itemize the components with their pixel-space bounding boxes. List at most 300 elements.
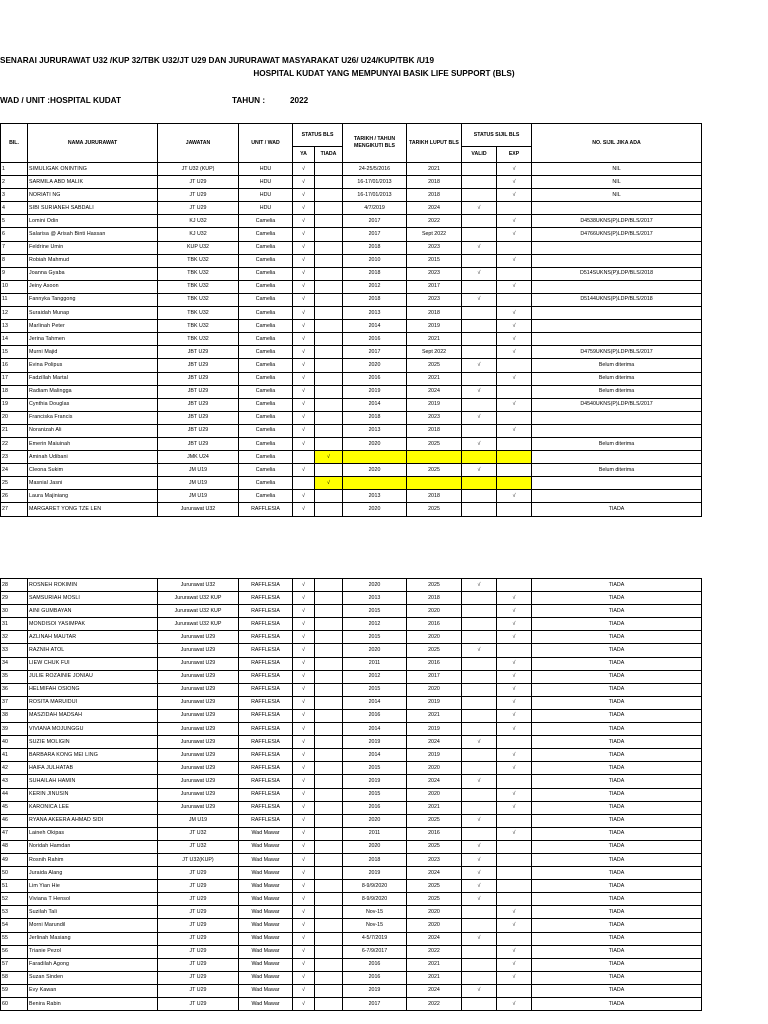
tarikh-luput-cell: 2025 — [407, 814, 462, 827]
table-row — [1, 880, 702, 893]
valid-cell — [462, 670, 497, 683]
tarikh-luput-cell — [407, 477, 462, 490]
tarikh-tahun-cell: 2015 — [343, 631, 407, 644]
exp-cell: √ — [497, 958, 532, 971]
valid-cell: √ — [462, 840, 497, 853]
ya-cell: √ — [293, 880, 315, 893]
tarikh-tahun-cell: 2020 — [343, 814, 407, 827]
unit-cell: RAFFLESIA — [239, 749, 293, 762]
tiada-cell — [315, 971, 343, 984]
document-title-line1: SENARAI JURURAWAT U32 /KUP 32/TBK U32/JT U29 DAN JURURAWAT MASYARAKAT U26/ U24/KUP/TBK /U19 — [0, 56, 435, 65]
exp-cell — [497, 464, 532, 477]
exp-cell — [497, 644, 532, 657]
tiada-cell — [315, 683, 343, 696]
table-row — [1, 176, 702, 189]
valid-cell: √ — [462, 293, 497, 306]
unit-cell: Wad Mawar — [239, 867, 293, 880]
table-row — [1, 788, 702, 801]
tarikh-luput-cell: 2020 — [407, 631, 462, 644]
jawatan-cell: JBT U29 — [158, 398, 239, 411]
ya-cell: √ — [293, 853, 315, 866]
name-cell: MARGARET YONG TZE LEN — [28, 503, 158, 516]
tarikh-luput-cell: 2021 — [407, 801, 462, 814]
bil-cell: 38 — [1, 709, 28, 722]
tiada-cell — [315, 437, 343, 450]
valid-cell — [462, 709, 497, 722]
unit-cell: Camelia — [239, 241, 293, 254]
exp-cell — [497, 385, 532, 398]
unit-cell: RAFFLESIA — [239, 775, 293, 788]
tarikh-luput-cell: 2018 — [407, 307, 462, 320]
valid-cell — [462, 333, 497, 346]
tarikh-luput-cell: 2021 — [407, 163, 462, 176]
exp-cell: √ — [497, 709, 532, 722]
unit-cell: HDU — [239, 189, 293, 202]
exp-cell — [497, 202, 532, 215]
tiada-cell — [315, 333, 343, 346]
tiada-cell — [315, 723, 343, 736]
unit-cell: Camelia — [239, 280, 293, 293]
table-row — [1, 932, 702, 945]
bil-cell: 19 — [1, 398, 28, 411]
exp-cell — [497, 451, 532, 464]
tarikh-luput-cell: Sept 2022 — [407, 346, 462, 359]
exp-cell: √ — [497, 749, 532, 762]
valid-cell — [462, 451, 497, 464]
jawatan-cell: JBT U29 — [158, 437, 239, 450]
table-row — [1, 696, 702, 709]
exp-cell: √ — [497, 346, 532, 359]
tiada-cell — [315, 657, 343, 670]
wad-unit-label: WAD / UNIT :HOSPITAL KUDAT — [0, 96, 121, 105]
tiada-cell — [315, 618, 343, 631]
table-row — [1, 592, 702, 605]
tarikh-luput-cell: 2025 — [407, 579, 462, 592]
name-cell: Masnial Jasni — [28, 477, 158, 490]
valid-cell — [462, 503, 497, 516]
tarikh-tahun-cell: 2018 — [343, 853, 407, 866]
tiada-cell — [315, 320, 343, 333]
exp-cell — [497, 814, 532, 827]
tarikh-tahun-cell: 2020 — [343, 840, 407, 853]
bil-cell: 47 — [1, 827, 28, 840]
bil-cell: 59 — [1, 984, 28, 997]
unit-cell: RAFFLESIA — [239, 592, 293, 605]
tarikh-tahun-cell: 2014 — [343, 320, 407, 333]
unit-cell: Camelia — [239, 333, 293, 346]
col-header-tiada: TIADA — [315, 147, 343, 163]
tarikh-luput-cell: 2018 — [407, 424, 462, 437]
tarikh-luput-cell: 2023 — [407, 241, 462, 254]
jawatan-cell: TBK U32 — [158, 293, 239, 306]
valid-cell — [462, 657, 497, 670]
jawatan-cell: JT U32 — [158, 827, 239, 840]
unit-cell: Camelia — [239, 424, 293, 437]
exp-cell: √ — [497, 723, 532, 736]
tarikh-tahun-cell: 2012 — [343, 618, 407, 631]
no-sijil-cell: TIADA — [532, 736, 702, 749]
bil-cell: 3 — [1, 189, 28, 202]
ya-cell: √ — [293, 696, 315, 709]
no-sijil-cell — [532, 307, 702, 320]
no-sijil-cell: TIADA — [532, 840, 702, 853]
table-row — [1, 893, 702, 906]
jawatan-cell: KJ U32 — [158, 228, 239, 241]
ya-cell: √ — [293, 840, 315, 853]
tiada-cell — [315, 176, 343, 189]
tarikh-tahun-cell: 2011 — [343, 827, 407, 840]
name-cell: Lomini Odin — [28, 215, 158, 228]
ya-cell: √ — [293, 631, 315, 644]
name-cell: Fadzillah Martal — [28, 372, 158, 385]
exp-cell: √ — [497, 189, 532, 202]
no-sijil-cell — [532, 411, 702, 424]
tarikh-luput-cell: 2019 — [407, 320, 462, 333]
bil-cell: 35 — [1, 670, 28, 683]
ya-cell: √ — [293, 333, 315, 346]
jawatan-cell: Jururawat U32 KUP — [158, 605, 239, 618]
jawatan-cell: Jururawat U29 — [158, 644, 239, 657]
name-cell: Radiam Malingga — [28, 385, 158, 398]
bil-cell: 16 — [1, 359, 28, 372]
unit-cell: RAFFLESIA — [239, 762, 293, 775]
tiada-cell — [315, 280, 343, 293]
name-cell: Laineh Okipas — [28, 827, 158, 840]
valid-cell — [462, 424, 497, 437]
name-cell: Trianie Pezol — [28, 945, 158, 958]
bil-cell: 7 — [1, 241, 28, 254]
table-row — [1, 644, 702, 657]
exp-cell: √ — [497, 320, 532, 333]
no-sijil-cell: TIADA — [532, 749, 702, 762]
table-row — [1, 840, 702, 853]
jawatan-cell: JBT U29 — [158, 372, 239, 385]
no-sijil-cell: TIADA — [532, 618, 702, 631]
tiada-cell — [315, 424, 343, 437]
bil-cell: 17 — [1, 372, 28, 385]
exp-cell — [497, 736, 532, 749]
tarikh-tahun-cell: 2019 — [343, 736, 407, 749]
valid-cell — [462, 307, 497, 320]
tiada-cell — [315, 762, 343, 775]
tiada-cell — [315, 241, 343, 254]
tarikh-luput-cell: 2024 — [407, 736, 462, 749]
exp-cell: √ — [497, 424, 532, 437]
valid-cell — [462, 749, 497, 762]
ya-cell: √ — [293, 906, 315, 919]
no-sijil-cell: D5144UKNS(P)LDP/BLS/2018 — [532, 293, 702, 306]
ya-cell: √ — [293, 293, 315, 306]
tarikh-luput-cell: 2021 — [407, 971, 462, 984]
no-sijil-cell: TIADA — [532, 971, 702, 984]
unit-cell: Wad Mawar — [239, 932, 293, 945]
no-sijil-cell: TIADA — [532, 998, 702, 1011]
no-sijil-cell — [532, 451, 702, 464]
no-sijil-cell: D4540UKNS(P)LDP/BLS/2017 — [532, 398, 702, 411]
no-sijil-cell: TIADA — [532, 827, 702, 840]
bil-cell: 34 — [1, 657, 28, 670]
tarikh-tahun-cell: 2014 — [343, 398, 407, 411]
tarikh-tahun-cell: 2018 — [343, 241, 407, 254]
valid-cell: √ — [462, 932, 497, 945]
no-sijil-cell: D4766UKNS(P)LDP/BLS/2017 — [532, 228, 702, 241]
valid-cell — [462, 971, 497, 984]
name-cell: AZLINAH MAUTAR — [28, 631, 158, 644]
name-cell: Faradilah Agong — [28, 958, 158, 971]
col-header-jawatan: JAWATAN — [158, 124, 239, 163]
bil-cell: 48 — [1, 840, 28, 853]
valid-cell — [462, 827, 497, 840]
jawatan-cell: JT U32(KUP) — [158, 853, 239, 866]
tarikh-tahun-cell: 2016 — [343, 372, 407, 385]
jawatan-cell: JM U19 — [158, 464, 239, 477]
ya-cell: √ — [293, 998, 315, 1011]
jawatan-cell: Jururawat U29 — [158, 683, 239, 696]
table-row — [1, 254, 702, 267]
tarikh-luput-cell: 2019 — [407, 723, 462, 736]
tiada-cell — [315, 984, 343, 997]
jawatan-cell: JBT U29 — [158, 359, 239, 372]
ya-cell: √ — [293, 932, 315, 945]
ya-cell: √ — [293, 827, 315, 840]
no-sijil-cell: D4759UKNS(P)LDP/BLS/2017 — [532, 346, 702, 359]
ya-cell: √ — [293, 372, 315, 385]
tarikh-tahun-cell — [343, 451, 407, 464]
valid-cell: √ — [462, 644, 497, 657]
jawatan-cell: Jururawat U32 KUP — [158, 592, 239, 605]
tiada-cell — [315, 998, 343, 1011]
unit-cell: Camelia — [239, 228, 293, 241]
unit-cell: RAFFLESIA — [239, 696, 293, 709]
exp-cell — [497, 267, 532, 280]
tarikh-luput-cell: 2020 — [407, 919, 462, 932]
table-row — [1, 280, 702, 293]
exp-cell: √ — [497, 971, 532, 984]
valid-cell — [462, 189, 497, 202]
table-row — [1, 683, 702, 696]
no-sijil-cell: TIADA — [532, 723, 702, 736]
tarikh-tahun-cell: 24-25/5/2016 — [343, 163, 407, 176]
tarikh-luput-cell: Sept 2022 — [407, 228, 462, 241]
jawatan-cell: Jururawat U29 — [158, 788, 239, 801]
exp-cell — [497, 775, 532, 788]
table-row — [1, 241, 702, 254]
ya-cell: √ — [293, 320, 315, 333]
name-cell: SUHAILAH HAMIN — [28, 775, 158, 788]
bil-cell: 33 — [1, 644, 28, 657]
unit-cell: RAFFLESIA — [239, 814, 293, 827]
bil-cell: 54 — [1, 919, 28, 932]
ya-cell: √ — [293, 775, 315, 788]
table-row — [1, 163, 702, 176]
name-cell: HAIFA JULHATAB — [28, 762, 158, 775]
name-cell: Jeiny Asoon — [28, 280, 158, 293]
table-row — [1, 320, 702, 333]
table-2-body — [1, 579, 702, 1011]
tarikh-tahun-cell: 2016 — [343, 958, 407, 971]
name-cell: Franciska Francis — [28, 411, 158, 424]
tiada-cell — [315, 605, 343, 618]
unit-cell: RAFFLESIA — [239, 644, 293, 657]
col-header-ya: YA — [293, 147, 315, 163]
ya-cell: √ — [293, 801, 315, 814]
unit-cell: Camelia — [239, 490, 293, 503]
tiada-cell — [315, 411, 343, 424]
bil-cell: 4 — [1, 202, 28, 215]
no-sijil-cell: TIADA — [532, 814, 702, 827]
unit-cell: RAFFLESIA — [239, 618, 293, 631]
ya-cell: √ — [293, 919, 315, 932]
table-row — [1, 919, 702, 932]
exp-cell — [497, 840, 532, 853]
tarikh-luput-cell: 2024 — [407, 775, 462, 788]
tarikh-tahun-cell: 2014 — [343, 749, 407, 762]
bil-cell: 15 — [1, 346, 28, 359]
jawatan-cell: JM U19 — [158, 814, 239, 827]
name-cell: KARONICA LEE — [28, 801, 158, 814]
bil-cell: 37 — [1, 696, 28, 709]
exp-cell: √ — [497, 683, 532, 696]
ya-cell: √ — [293, 280, 315, 293]
tarikh-tahun-cell: 2010 — [343, 254, 407, 267]
no-sijil-cell — [532, 202, 702, 215]
exp-cell — [497, 293, 532, 306]
tarikh-tahun-cell: 2020 — [343, 437, 407, 450]
table-row — [1, 971, 702, 984]
jawatan-cell: Jururawat U32 KUP — [158, 618, 239, 631]
name-cell: Suraidah Munap — [28, 307, 158, 320]
valid-cell — [462, 683, 497, 696]
no-sijil-cell: TIADA — [532, 788, 702, 801]
table-row — [1, 984, 702, 997]
document-title-line2: HOSPITAL KUDAT YANG MEMPUNYAI BASIK LIFE SUPPORT (BLS) — [253, 69, 515, 78]
no-sijil-cell: TIADA — [532, 984, 702, 997]
name-cell: BARBARA KONG MEI LING — [28, 749, 158, 762]
bil-cell: 32 — [1, 631, 28, 644]
tiada-cell — [315, 670, 343, 683]
valid-cell — [462, 958, 497, 971]
unit-cell: Camelia — [239, 254, 293, 267]
tarikh-tahun-cell: 2018 — [343, 293, 407, 306]
no-sijil-cell: TIADA — [532, 958, 702, 971]
bil-cell: 13 — [1, 320, 28, 333]
jawatan-cell: JM U19 — [158, 490, 239, 503]
table-row — [1, 267, 702, 280]
ya-cell: √ — [293, 346, 315, 359]
name-cell: Aminah Udibani — [28, 451, 158, 464]
tarikh-luput-cell: 2022 — [407, 998, 462, 1011]
name-cell: Robiah Mahmud — [28, 254, 158, 267]
tarikh-tahun-cell: 2014 — [343, 696, 407, 709]
ya-cell: √ — [293, 670, 315, 683]
valid-cell — [462, 788, 497, 801]
no-sijil-cell: NIL — [532, 189, 702, 202]
exp-cell: √ — [497, 788, 532, 801]
valid-cell — [462, 490, 497, 503]
valid-cell: √ — [462, 359, 497, 372]
tiada-cell — [315, 579, 343, 592]
jawatan-cell: KUP U32 — [158, 241, 239, 254]
ya-cell: √ — [293, 359, 315, 372]
ya-cell: √ — [293, 709, 315, 722]
bil-cell: 44 — [1, 788, 28, 801]
exp-cell: √ — [497, 372, 532, 385]
tarikh-tahun-cell: 2013 — [343, 307, 407, 320]
no-sijil-cell: TIADA — [532, 775, 702, 788]
ya-cell: √ — [293, 241, 315, 254]
table-row — [1, 670, 702, 683]
exp-cell — [497, 241, 532, 254]
ya-cell: √ — [293, 618, 315, 631]
bil-cell: 58 — [1, 971, 28, 984]
col-header-status-sijil: STATUS SIJIL BLS — [462, 124, 532, 147]
no-sijil-cell: D4538UKNS(P)LDP/BLS/2017 — [532, 215, 702, 228]
table-row — [1, 723, 702, 736]
tarikh-tahun-cell: 4/7/2019 — [343, 202, 407, 215]
tarikh-tahun-cell: 8-9/9/2020 — [343, 893, 407, 906]
ya-cell: √ — [293, 644, 315, 657]
tarikh-tahun-cell: 2016 — [343, 801, 407, 814]
table-row — [1, 814, 702, 827]
no-sijil-cell: D514SUKNS(P)LDP/BLS/2018 — [532, 267, 702, 280]
ya-cell: √ — [293, 749, 315, 762]
ya-cell: √ — [293, 867, 315, 880]
tarikh-tahun-cell: 2018 — [343, 267, 407, 280]
ya-cell — [293, 451, 315, 464]
no-sijil-cell: TIADA — [532, 853, 702, 866]
bil-cell: 50 — [1, 867, 28, 880]
name-cell: Viviana T Hensol — [28, 893, 158, 906]
tarikh-luput-cell: 2018 — [407, 592, 462, 605]
valid-cell — [462, 254, 497, 267]
name-cell: Fannyka Tanggong — [28, 293, 158, 306]
table-row — [1, 657, 702, 670]
col-header-bil: BIL. — [1, 124, 28, 163]
table-row — [1, 605, 702, 618]
jawatan-cell: Jururawat U29 — [158, 801, 239, 814]
exp-cell — [497, 411, 532, 424]
unit-cell: HDU — [239, 176, 293, 189]
unit-cell: Camelia — [239, 398, 293, 411]
unit-cell: Wad Mawar — [239, 827, 293, 840]
tiada-cell — [315, 503, 343, 516]
table-row — [1, 618, 702, 631]
exp-cell: √ — [497, 398, 532, 411]
unit-cell: RAFFLESIA — [239, 503, 293, 516]
bil-cell: 42 — [1, 762, 28, 775]
valid-cell: √ — [462, 267, 497, 280]
exp-cell: √ — [497, 906, 532, 919]
tarikh-luput-cell: 2024 — [407, 867, 462, 880]
table-row — [1, 333, 702, 346]
tarikh-tahun-cell: 2013 — [343, 592, 407, 605]
table-row — [1, 853, 702, 866]
name-cell: Noranizah Ali — [28, 424, 158, 437]
tiada-cell — [315, 919, 343, 932]
tarikh-luput-cell: 2017 — [407, 670, 462, 683]
name-cell: HELMIFAH OSIONG — [28, 683, 158, 696]
jawatan-cell: JT U29 — [158, 880, 239, 893]
jawatan-cell: JT U29 — [158, 893, 239, 906]
table-row — [1, 424, 702, 437]
tarikh-luput-cell: 2023 — [407, 853, 462, 866]
tiada-cell — [315, 788, 343, 801]
table-header-row — [1, 124, 702, 147]
name-cell: Rosnih Rahim — [28, 853, 158, 866]
valid-cell: √ — [462, 464, 497, 477]
tiada-cell: √ — [315, 477, 343, 490]
unit-cell: Wad Mawar — [239, 958, 293, 971]
